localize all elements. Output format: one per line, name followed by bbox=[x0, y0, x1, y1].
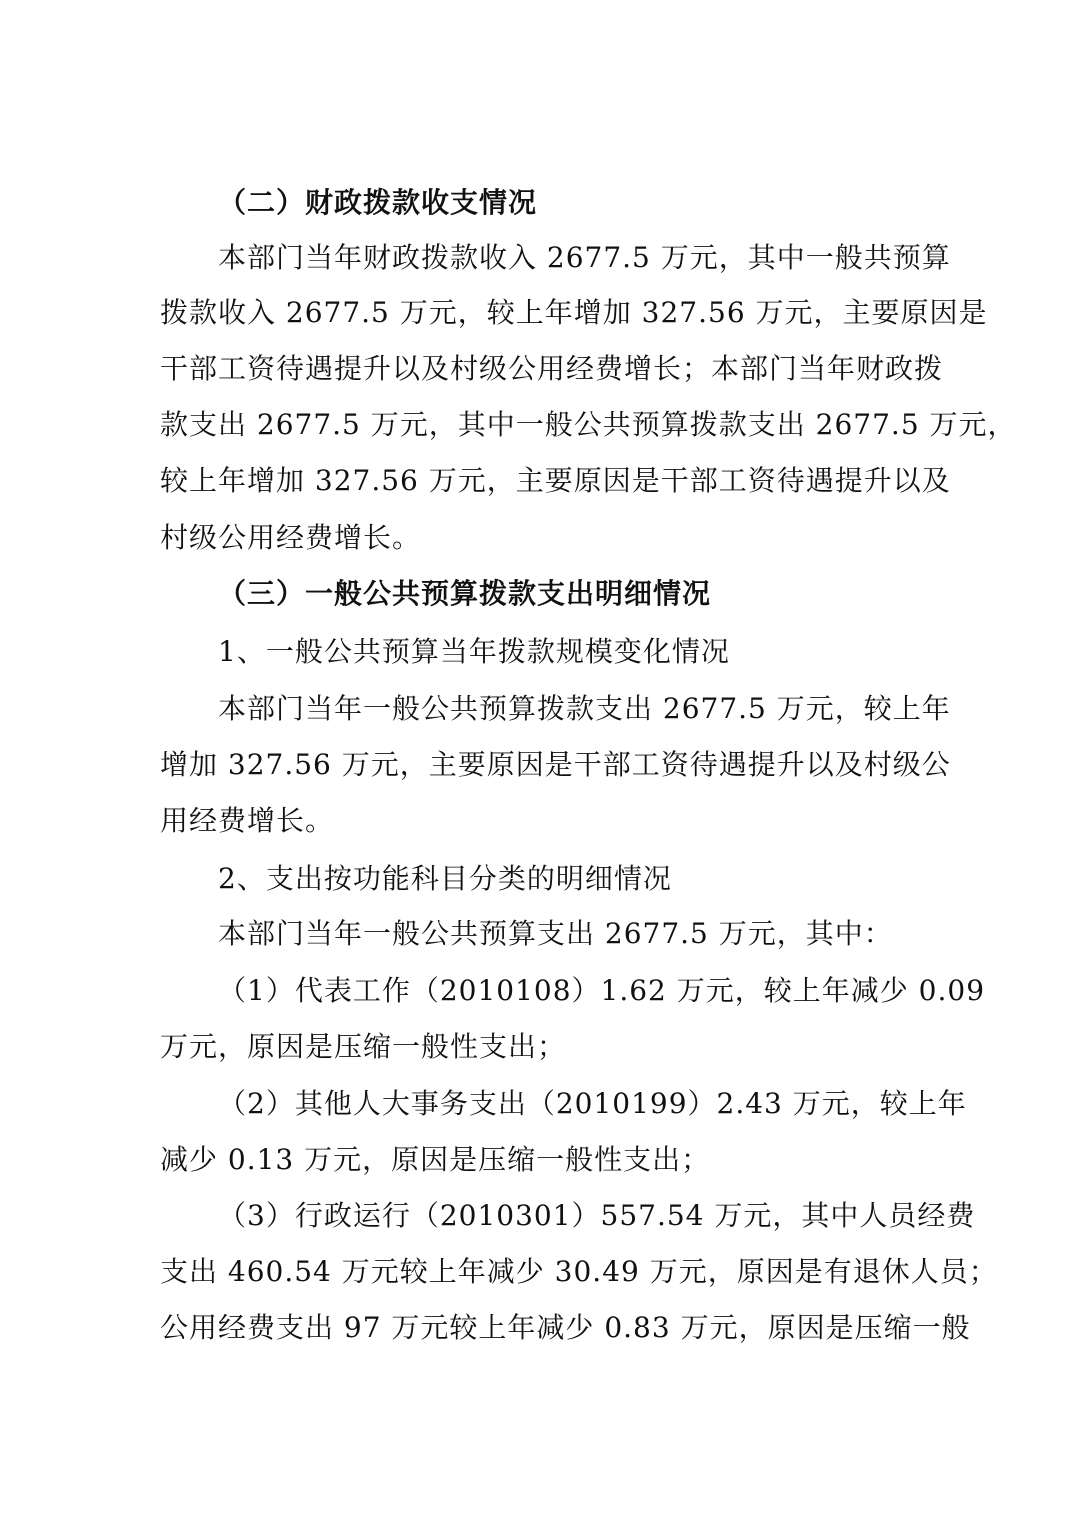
detail-item-3-cont: 公用经费支出 97 万元较上年减少 0.83 万元，原因是压缩一般 bbox=[160, 1311, 971, 1344]
paragraph-line: 增加 327.56 万元，主要原因是干部工资待遇提升以及村级公 bbox=[160, 748, 951, 781]
detail-item-1: （1）代表工作（2010108）1.62 万元，较上年减少 0.09 bbox=[218, 974, 986, 1007]
section-heading-2: （二）财政拨款收支情况 bbox=[218, 186, 538, 219]
paragraph-line: 本部门当年一般公共预算拨款支出 2677.5 万元，较上年 bbox=[218, 692, 951, 725]
section-heading-3: （三）一般公共预算拨款支出明细情况 bbox=[218, 577, 712, 610]
subsection-title-2: 2、支出按功能科目分类的明细情况 bbox=[218, 862, 672, 895]
subsection-title-1: 1、一般公共预算当年拨款规模变化情况 bbox=[218, 635, 730, 668]
paragraph-line: 用经费增长。 bbox=[160, 804, 335, 837]
detail-item-3: （3）行政运行（2010301）557.54 万元，其中人员经费 bbox=[218, 1199, 976, 1232]
detail-item-2-cont: 减少 0.13 万元，原因是压缩一般性支出； bbox=[160, 1143, 711, 1176]
detail-item-3-cont: 支出 460.54 万元较上年减少 30.49 万元，原因是有退休人员； bbox=[160, 1255, 998, 1288]
detail-item-1-cont: 万元，原因是压缩一般性支出； bbox=[160, 1030, 567, 1063]
paragraph-line: 干部工资待遇提升以及村级公用经费增长；本部门当年财政拨 bbox=[160, 352, 944, 385]
detail-item-2: （2）其他人大事务支出（2010199）2.43 万元，较上年 bbox=[218, 1087, 967, 1120]
paragraph-line: 款支出 2677.5 万元，其中一般公共预算拨款支出 2677.5 万元， bbox=[160, 408, 1017, 441]
paragraph-line: 村级公用经费增长。 bbox=[160, 521, 422, 554]
paragraph-line: 本部门当年一般公共预算支出 2677.5 万元，其中： bbox=[218, 917, 893, 950]
paragraph-line: 本部门当年财政拨款收入 2677.5 万元，其中一般共预算 bbox=[218, 241, 951, 274]
paragraph-line: 拨款收入 2677.5 万元，较上年增加 327.56 万元，主要原因是 bbox=[160, 296, 988, 329]
paragraph-line: 较上年增加 327.56 万元，主要原因是干部工资待遇提升以及 bbox=[160, 464, 951, 497]
